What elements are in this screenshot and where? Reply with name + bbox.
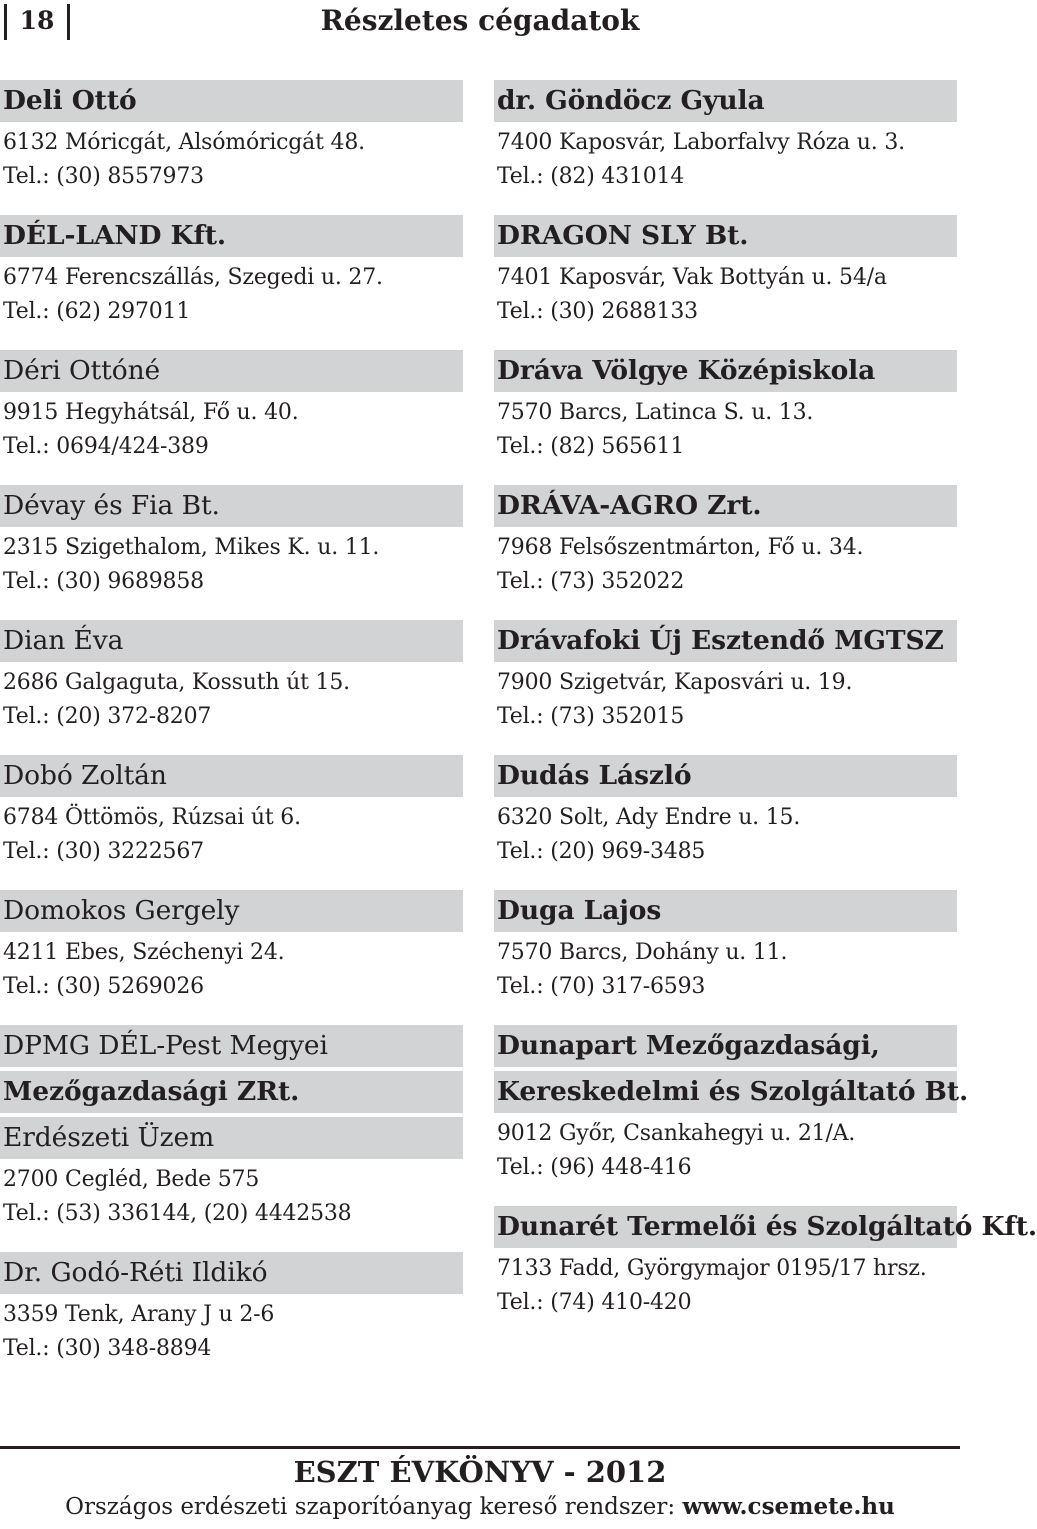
page-header <box>0 0 960 46</box>
company-name: DRAGON SLY Bt. <box>494 215 957 257</box>
company-entry <box>0 1252 463 1366</box>
company-name: Dr. Godó-Réti Ildikó <box>0 1252 463 1294</box>
company-entry <box>494 80 957 194</box>
footer-subtitle-text: Országos erdészeti szaporítóanyag kereső rendszer: <box>65 1494 676 1520</box>
company-address: 9012 Győr, Csankahegyi u. 21/A. <box>497 1121 856 1146</box>
company-phone: Tel.: (30) 9689858 <box>3 569 204 594</box>
company-phone: Tel.: (62) 297011 <box>3 299 191 324</box>
company-phone: Tel.: (20) 969-3485 <box>497 839 706 864</box>
company-address: 3359 Tenk, Arany J u 2-6 <box>3 1302 275 1327</box>
company-address: 7570 Barcs, Dohány u. 11. <box>497 940 788 965</box>
company-name: Kereskedelmi és Szolgáltató Bt. <box>494 1071 957 1113</box>
company-name: Dráva Völgye Középiskola <box>494 350 957 392</box>
company-address: 2700 Cegléd, Bede 575 <box>3 1167 260 1192</box>
company-entry <box>494 755 957 869</box>
company-address: 7401 Kaposvár, Vak Bottyán u. 54/a <box>497 265 887 290</box>
company-phone: Tel.: (30) 2688133 <box>497 299 698 324</box>
footer-title: ESZT ÉVKÖNYV - 2012 <box>293 1455 667 1489</box>
company-entry <box>494 215 957 329</box>
company-address: 6320 Solt, Ady Endre u. 15. <box>497 805 801 830</box>
company-phone: Tel.: (82) 565611 <box>497 434 685 459</box>
company-name: Deli Ottó <box>0 80 463 122</box>
company-phone: Tel.: (74) 410-420 <box>497 1290 692 1315</box>
company-address: 7133 Fadd, Györgymajor 0195/17 hrsz. <box>497 1256 927 1281</box>
company-name: Déri Ottóné <box>0 350 463 392</box>
company-entry <box>494 890 957 1004</box>
company-entry <box>494 485 957 599</box>
company-phone: Tel.: (30) 8557973 <box>3 164 204 189</box>
footer-url-link[interactable]: www.csemete.hu <box>682 1493 895 1520</box>
company-phone: Tel.: (30) 3222567 <box>3 839 204 864</box>
company-entry <box>0 890 463 1004</box>
company-phone: Tel.: (73) 352022 <box>497 569 685 594</box>
company-address: 7400 Kaposvár, Laborfalvy Róza u. 3. <box>497 130 905 155</box>
company-name: Dévay és Fia Bt. <box>0 485 463 527</box>
company-name: DÉL-LAND Kft. <box>0 215 463 257</box>
company-entry <box>0 620 463 734</box>
company-name: dr. Göndöcz Gyula <box>494 80 957 122</box>
company-entry <box>0 485 463 599</box>
company-name: Mezőgazdasági ZRt. <box>0 1071 463 1113</box>
company-phone: Tel.: (82) 431014 <box>497 164 685 189</box>
company-phone: Tel.: (20) 372-8207 <box>3 704 212 729</box>
company-entry <box>0 215 463 329</box>
company-name: Dudás László <box>494 755 957 797</box>
left-column <box>0 80 463 1387</box>
company-phone: Tel.: (30) 5269026 <box>3 974 204 999</box>
company-name: Dunarét Termelői és Szolgáltató Kft. <box>494 1206 957 1248</box>
company-entry <box>494 350 957 464</box>
company-entry <box>494 1025 969 1185</box>
company-entry <box>0 350 463 464</box>
company-address: 6132 Móricgát, Alsómóricgát 48. <box>3 130 365 155</box>
company-address: 7968 Felsőszentmárton, Fő u. 34. <box>497 535 864 560</box>
company-address: 7570 Barcs, Latinca S. u. 13. <box>497 400 814 425</box>
company-address: 2315 Szigethalom, Mikes K. u. 11. <box>3 535 380 560</box>
company-address: 6784 Öttömös, Rúzsai út 6. <box>3 805 301 830</box>
company-name: Domokos Gergely <box>0 890 463 932</box>
right-column <box>494 80 1037 1341</box>
company-name: Dian Éva <box>0 620 463 662</box>
company-entry <box>0 1025 463 1231</box>
company-address: 6774 Ferencszállás, Szegedi u. 27. <box>3 265 383 290</box>
company-entry <box>0 755 463 869</box>
company-entry <box>494 1206 1037 1320</box>
footer-divider <box>0 1446 960 1449</box>
company-name: Drávafoki Új Esztendő MGTSZ <box>494 620 957 662</box>
page-title: Részletes cégadatok <box>320 4 640 37</box>
company-phone: Tel.: (73) 352015 <box>497 704 685 729</box>
company-address: 2686 Galgaguta, Kossuth út 15. <box>3 670 350 695</box>
page-number: 18 <box>4 4 70 40</box>
company-name: Dobó Zoltán <box>0 755 463 797</box>
company-name: Duga Lajos <box>494 890 957 932</box>
company-phone: Tel.: (96) 448-416 <box>497 1155 692 1180</box>
company-phone: Tel.: (30) 348-8894 <box>3 1336 212 1361</box>
company-phone: Tel.: (53) 336144, (20) 4442538 <box>3 1201 352 1226</box>
company-entry <box>0 80 463 194</box>
footer-subtitle <box>0 1490 960 1524</box>
company-entry <box>494 620 957 734</box>
company-name: Dunapart Mezőgazdasági, <box>494 1025 957 1067</box>
company-phone: Tel.: (70) 317-6593 <box>497 974 706 999</box>
company-name: DRÁVA-AGRO Zrt. <box>494 485 957 527</box>
company-address: 9915 Hegyhátsál, Fő u. 40. <box>3 400 299 425</box>
company-name: DPMG DÉL-Pest Megyei <box>0 1025 463 1067</box>
company-address: 4211 Ebes, Széchenyi 24. <box>3 940 285 965</box>
company-address: 7900 Szigetvár, Kaposvári u. 19. <box>497 670 853 695</box>
company-name: Erdészeti Üzem <box>0 1117 463 1159</box>
company-phone: Tel.: 0694/424-389 <box>3 434 209 459</box>
